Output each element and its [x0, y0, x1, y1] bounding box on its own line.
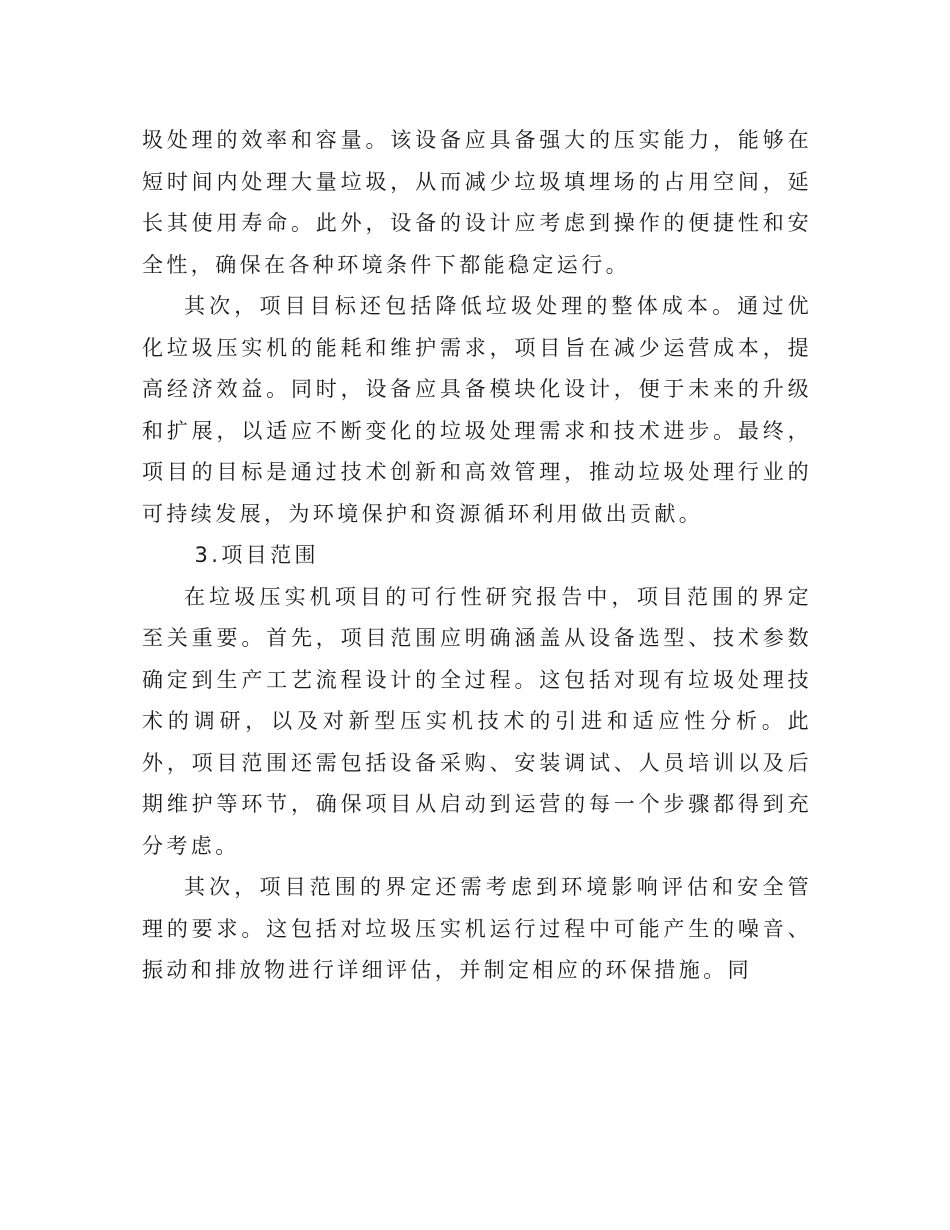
section-heading-project-scope: 3.项目范围	[194, 543, 319, 567]
paragraph-scope-definition: 在垃圾压实机项目的可行性研究报告中，项目范围的界定至关重要。首先，项目范围应明确涵盖从设备选型、技术参数确定到生产工艺流程设计的全过程。这包括对现有垃圾处理技术的调研，以及对新型压实机技术的引进和适应性分析。此外，项目范围还需包括设备采购、安装调试、人员培训以及后期维护等环节，确保项目从启动到运营的每一个步骤都得到充分考虑。	[142, 584, 812, 858]
paragraph-continued: 圾处理的效率和容量。该设备应具备强大的压实能力，能够在短时间内处理大量垃圾，从而减少垃圾填埋场的占用空间，延长其使用寿命。此外，设备的设计应考虑到操作的便捷性和安全性，确保在各种环境条件下都能稳定运行。	[142, 128, 812, 277]
paragraph-environmental-assessment: 其次，项目范围的界定还需考虑到环境影响评估和安全管理的要求。这包括对垃圾压实机运行过程中可能产生的噪音、振动和排放物进行详细评估，并制定相应的环保措施。同	[142, 875, 812, 982]
document-body	[142, 120, 812, 992]
paragraph-cost-goals: 其次，项目目标还包括降低垃圾处理的整体成本。通过优化垃圾压实机的能耗和维护需求，项目旨在减少运营成本，提高经济效益。同时，设备应具备模块化设计，便于未来的升级和扩展，以适应不断变化的垃圾处理需求和技术进步。最终，项目的目标是通过技术创新和高效管理，推动垃圾处理行业的可持续发展，为环境保护和资源循环利用做出贡献。	[142, 294, 812, 526]
